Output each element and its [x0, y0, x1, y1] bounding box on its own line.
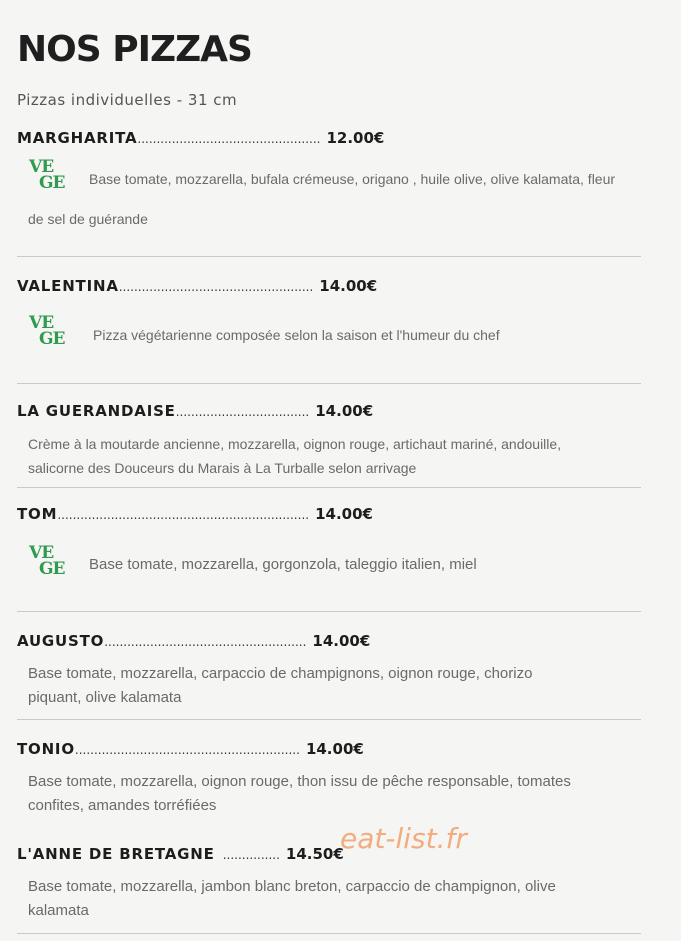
pizza-item-tom [17, 504, 641, 585]
vege-badge-icon: VE GE [29, 543, 65, 579]
item-price: 12.00€ [326, 129, 385, 147]
item-leader-dots: ............... [222, 848, 280, 862]
item-header [17, 739, 641, 760]
divider [17, 383, 641, 384]
item-leader-dots: ................................................ [137, 132, 321, 146]
item-description: Base tomate, mozzarella, bufala crémeuse, origano , huile olive, olive kalamata, fleur [89, 171, 616, 187]
item-header [17, 504, 641, 525]
item-name: TONIO [17, 740, 75, 758]
item-name: TOM [17, 505, 58, 523]
item-leader-dots: ................................................... [118, 280, 314, 294]
pizza-item-tonio [17, 739, 641, 818]
item-description-cont: kalamata [28, 902, 89, 919]
divider [17, 487, 641, 488]
item-leader-dots: .................................................................. [57, 508, 310, 522]
pizza-item-la-guerandaise [17, 401, 641, 480]
item-description: Base tomate, mozzarella, oignon rouge, thon issu de pêche responsable, tomates [28, 773, 571, 790]
page-subtitle: Pizzas individuelles - 31 cm [17, 91, 238, 109]
divider [17, 611, 641, 612]
item-description: Crème à la moutarde ancienne, mozzarella, oignon rouge, artichaut mariné, andouille, [28, 436, 562, 452]
item-description-cont: de sel de guérande [28, 211, 148, 227]
item-description: Base tomate, mozzarella, carpaccio de champignons, oignon rouge, chorizo [28, 665, 533, 682]
item-header [17, 276, 641, 297]
item-name: MARGHARITA [17, 129, 138, 147]
item-price: 14.00€ [319, 277, 378, 295]
item-leader-dots: ................................... [175, 405, 310, 419]
item-leader-dots: ........................................................... [74, 743, 300, 757]
item-name: AUGUSTO [17, 632, 105, 650]
divider [17, 933, 641, 934]
item-description: Base tomate, mozzarella, gorgonzola, taleggio italien, miel [89, 556, 477, 573]
item-header [17, 401, 641, 422]
item-description: Pizza végétarienne composée selon la saison et l'humeur du chef [93, 327, 500, 343]
page-title: NOS PIZZAS [17, 29, 252, 70]
item-price: 14.00€ [305, 740, 364, 758]
divider [17, 719, 641, 720]
pizza-item-margharita [17, 128, 641, 231]
item-price: 14.00€ [315, 402, 374, 420]
divider [17, 256, 641, 257]
item-header [17, 631, 641, 652]
item-name: L'ANNE DE BRETAGNE [17, 845, 215, 863]
item-vege-row [17, 315, 641, 355]
item-name: VALENTINA [17, 277, 119, 295]
item-description-cont: piquant, olive kalamata [28, 689, 182, 706]
item-description-cont: confites, amandes torréfiées [28, 797, 217, 814]
item-leader-dots: ..................................................... [104, 635, 307, 649]
item-price: 14.00€ [315, 505, 373, 523]
vege-badge-icon: VE GE [29, 157, 65, 193]
item-header [17, 844, 641, 865]
item-price: 14.50€ [285, 845, 344, 863]
pizza-item-augusto [17, 631, 641, 710]
watermark: eat-list.fr [340, 822, 467, 855]
item-vege-row [17, 545, 641, 585]
item-vege-row [17, 159, 641, 199]
pizza-item-valentina [17, 276, 641, 355]
item-description: Base tomate, mozzarella, jambon blanc breton, carpaccio de champignon, olive [28, 878, 556, 895]
vege-badge-icon: VE GE [29, 313, 65, 349]
item-header [17, 128, 641, 149]
pizza-item-lanne-de-bretagne [17, 844, 641, 923]
item-price: 14.00€ [312, 632, 371, 650]
item-name: LA GUERANDAISE [17, 402, 176, 420]
item-description-cont: salicorne des Douceurs du Marais à La Turballe selon arrivage [28, 460, 417, 476]
